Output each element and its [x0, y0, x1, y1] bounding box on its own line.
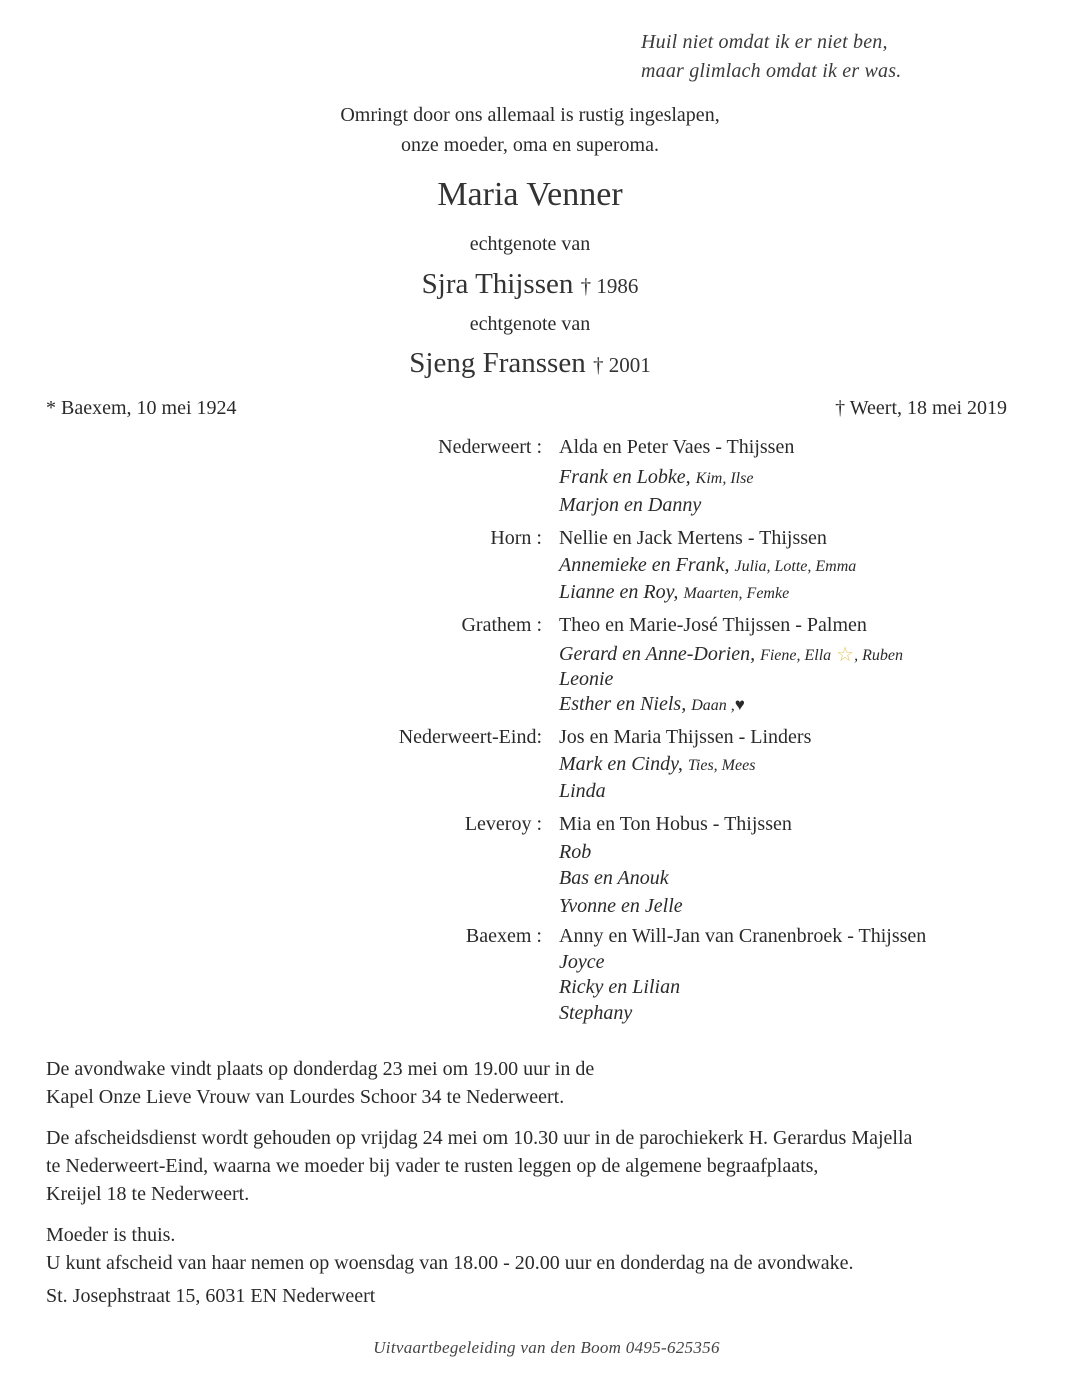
heart-icon: ♥	[734, 695, 745, 714]
family-row	[0, 434, 1077, 460]
great-grandchildren: Julia, Lotte, Emma	[734, 558, 857, 575]
intro-line-1: Omringt door ons allemaal is rustig ingeslapen,	[340, 104, 720, 126]
family-row	[0, 811, 1077, 837]
wake-line-1: De avondwake vindt plaats op donderdag 23 mei om 19.00 uur in de	[46, 1058, 595, 1080]
grandchild-name: Leonie	[559, 668, 614, 690]
grandchild-row	[0, 579, 1077, 605]
service-paragraph	[46, 1124, 912, 1208]
wake-paragraph	[46, 1055, 594, 1111]
grandchild-row	[0, 552, 1077, 578]
great-grandchildren: Fiene, Ella	[760, 647, 832, 664]
family-place: Horn :	[490, 527, 542, 549]
family-row	[0, 525, 1077, 551]
grandchild-row	[0, 949, 1077, 975]
great-grandchildren-after: Ruben	[862, 647, 903, 664]
grandchild-name: Bas en Anouk	[559, 867, 669, 889]
spouse-name-2: Sjeng Franssen	[409, 347, 586, 379]
quote-line-2: maar glimlach omdat ik er was.	[641, 60, 902, 82]
service-line-2: te Nederweert-Eind, waarna we moeder bij vader te rusten leggen op de algemene begraafplaats,	[46, 1155, 819, 1177]
grandchild-row	[0, 691, 1077, 717]
grandchild-name: Lianne en Roy,	[559, 581, 679, 603]
spouse-death-1: † 1986	[580, 274, 639, 298]
quote-line-1: Huil niet omdat ik er niet ben,	[641, 31, 888, 53]
spouse-1	[0, 268, 1060, 301]
deceased-name: Maria Venner	[437, 176, 623, 213]
intro-line-2: onze moeder, oma en superoma.	[401, 134, 659, 156]
family-couple: Alda en Peter Vaes - Thijssen	[559, 436, 795, 458]
birth-date: * Baexem, 10 mei 1924	[46, 397, 237, 419]
grandchild-row	[0, 778, 1077, 804]
grandchild-name: Ricky en Lilian	[559, 976, 681, 998]
family-place: Grathem :	[461, 614, 542, 636]
service-line-1: De afscheidsdienst wordt gehouden op vrijdag 24 mei om 10.30 uur in de parochiekerk H. Gerardus Majella	[46, 1127, 913, 1149]
home-paragraph	[46, 1221, 854, 1277]
grandchild-row	[0, 865, 1077, 891]
wake-line-2: Kapel Onze Lieve Vrouw van Lourdes Schoor 34 te Nederweert.	[46, 1086, 565, 1108]
family-row	[0, 923, 1077, 949]
grandchild-row	[0, 492, 1077, 518]
quote	[641, 28, 901, 86]
service-line-3: Kreijel 18 te Nederweert.	[46, 1183, 250, 1205]
spouse-intro-2: echtgenote van	[469, 313, 591, 335]
spouse-name-1: Sjra Thijssen	[421, 268, 574, 300]
family-row	[0, 612, 1077, 638]
grandchild-row	[0, 666, 1077, 692]
intro-text	[0, 100, 1060, 160]
great-grandchildren: Daan ,	[691, 697, 735, 714]
grandchild-name: Stephany	[559, 1002, 633, 1024]
grandchild-row: Gerard en Anne-Dorien, Fiene, Ella ☆, Ruben	[559, 643, 903, 666]
grandchild-name: Joyce	[559, 951, 605, 973]
grandchild-row	[0, 751, 1077, 777]
grandchild-row	[0, 839, 1077, 865]
grandchild-row	[0, 464, 1077, 490]
family-row	[0, 724, 1077, 750]
grandchild-name: Marjon en Danny	[559, 494, 702, 516]
family-couple: Anny en Will-Jan van Cranenbroek - Thijssen	[559, 925, 927, 947]
grandchild-name: Linda	[559, 780, 606, 802]
family-couple: Nellie en Jack Mertens - Thijssen	[559, 527, 827, 549]
family-place: Baexem :	[465, 925, 542, 947]
family-place: Leveroy :	[464, 813, 542, 835]
great-grandchildren: Ties, Mees	[687, 757, 756, 774]
family-couple: Theo en Marie-José Thijssen - Palmen	[559, 614, 867, 636]
grandchild-row	[0, 1000, 1077, 1026]
spouse-intro-1: echtgenote van	[469, 233, 591, 255]
address: St. Josephstraat 15, 6031 EN Nederweert	[46, 1285, 376, 1307]
home-line-1: Moeder is thuis.	[46, 1224, 176, 1246]
grandchild-row	[0, 974, 1077, 1000]
grandchild-row	[0, 893, 1077, 919]
grandchild-name: Yvonne en Jelle	[559, 895, 683, 917]
spouse-2	[0, 347, 1060, 380]
family-couple: Jos en Maria Thijssen - Linders	[559, 726, 812, 748]
grandchild-name: Esther en Niels,	[559, 693, 687, 715]
star-icon: ☆	[836, 644, 855, 666]
grandchild-name: Rob	[559, 841, 592, 863]
great-grandchildren: Kim, Ilse	[695, 470, 754, 487]
family-couple: Mia en Ton Hobus - Thijssen	[559, 813, 792, 835]
family-place: Nederweert-Eind:	[398, 726, 542, 748]
grandchild-name: Annemieke en Frank,	[559, 554, 730, 576]
grandchild-name: Gerard en Anne-Dorien,	[559, 643, 756, 665]
great-grandchildren: Maarten, Femke	[683, 585, 790, 602]
home-line-2: U kunt afscheid van haar nemen op woensdag van 18.00 - 20.00 uur en donderdag na de avondwake.	[46, 1252, 854, 1274]
grandchild-name: Frank en Lobke,	[559, 466, 691, 488]
grandchild-name: Mark en Cindy,	[559, 753, 683, 775]
footer-credit: Uitvaartbegeleiding van den Boom 0495-625356	[373, 1338, 720, 1357]
death-date: † Weert, 18 mei 2019	[835, 397, 1007, 419]
family-place: Nederweert :	[438, 436, 542, 458]
spouse-death-2: † 2001	[592, 353, 651, 377]
